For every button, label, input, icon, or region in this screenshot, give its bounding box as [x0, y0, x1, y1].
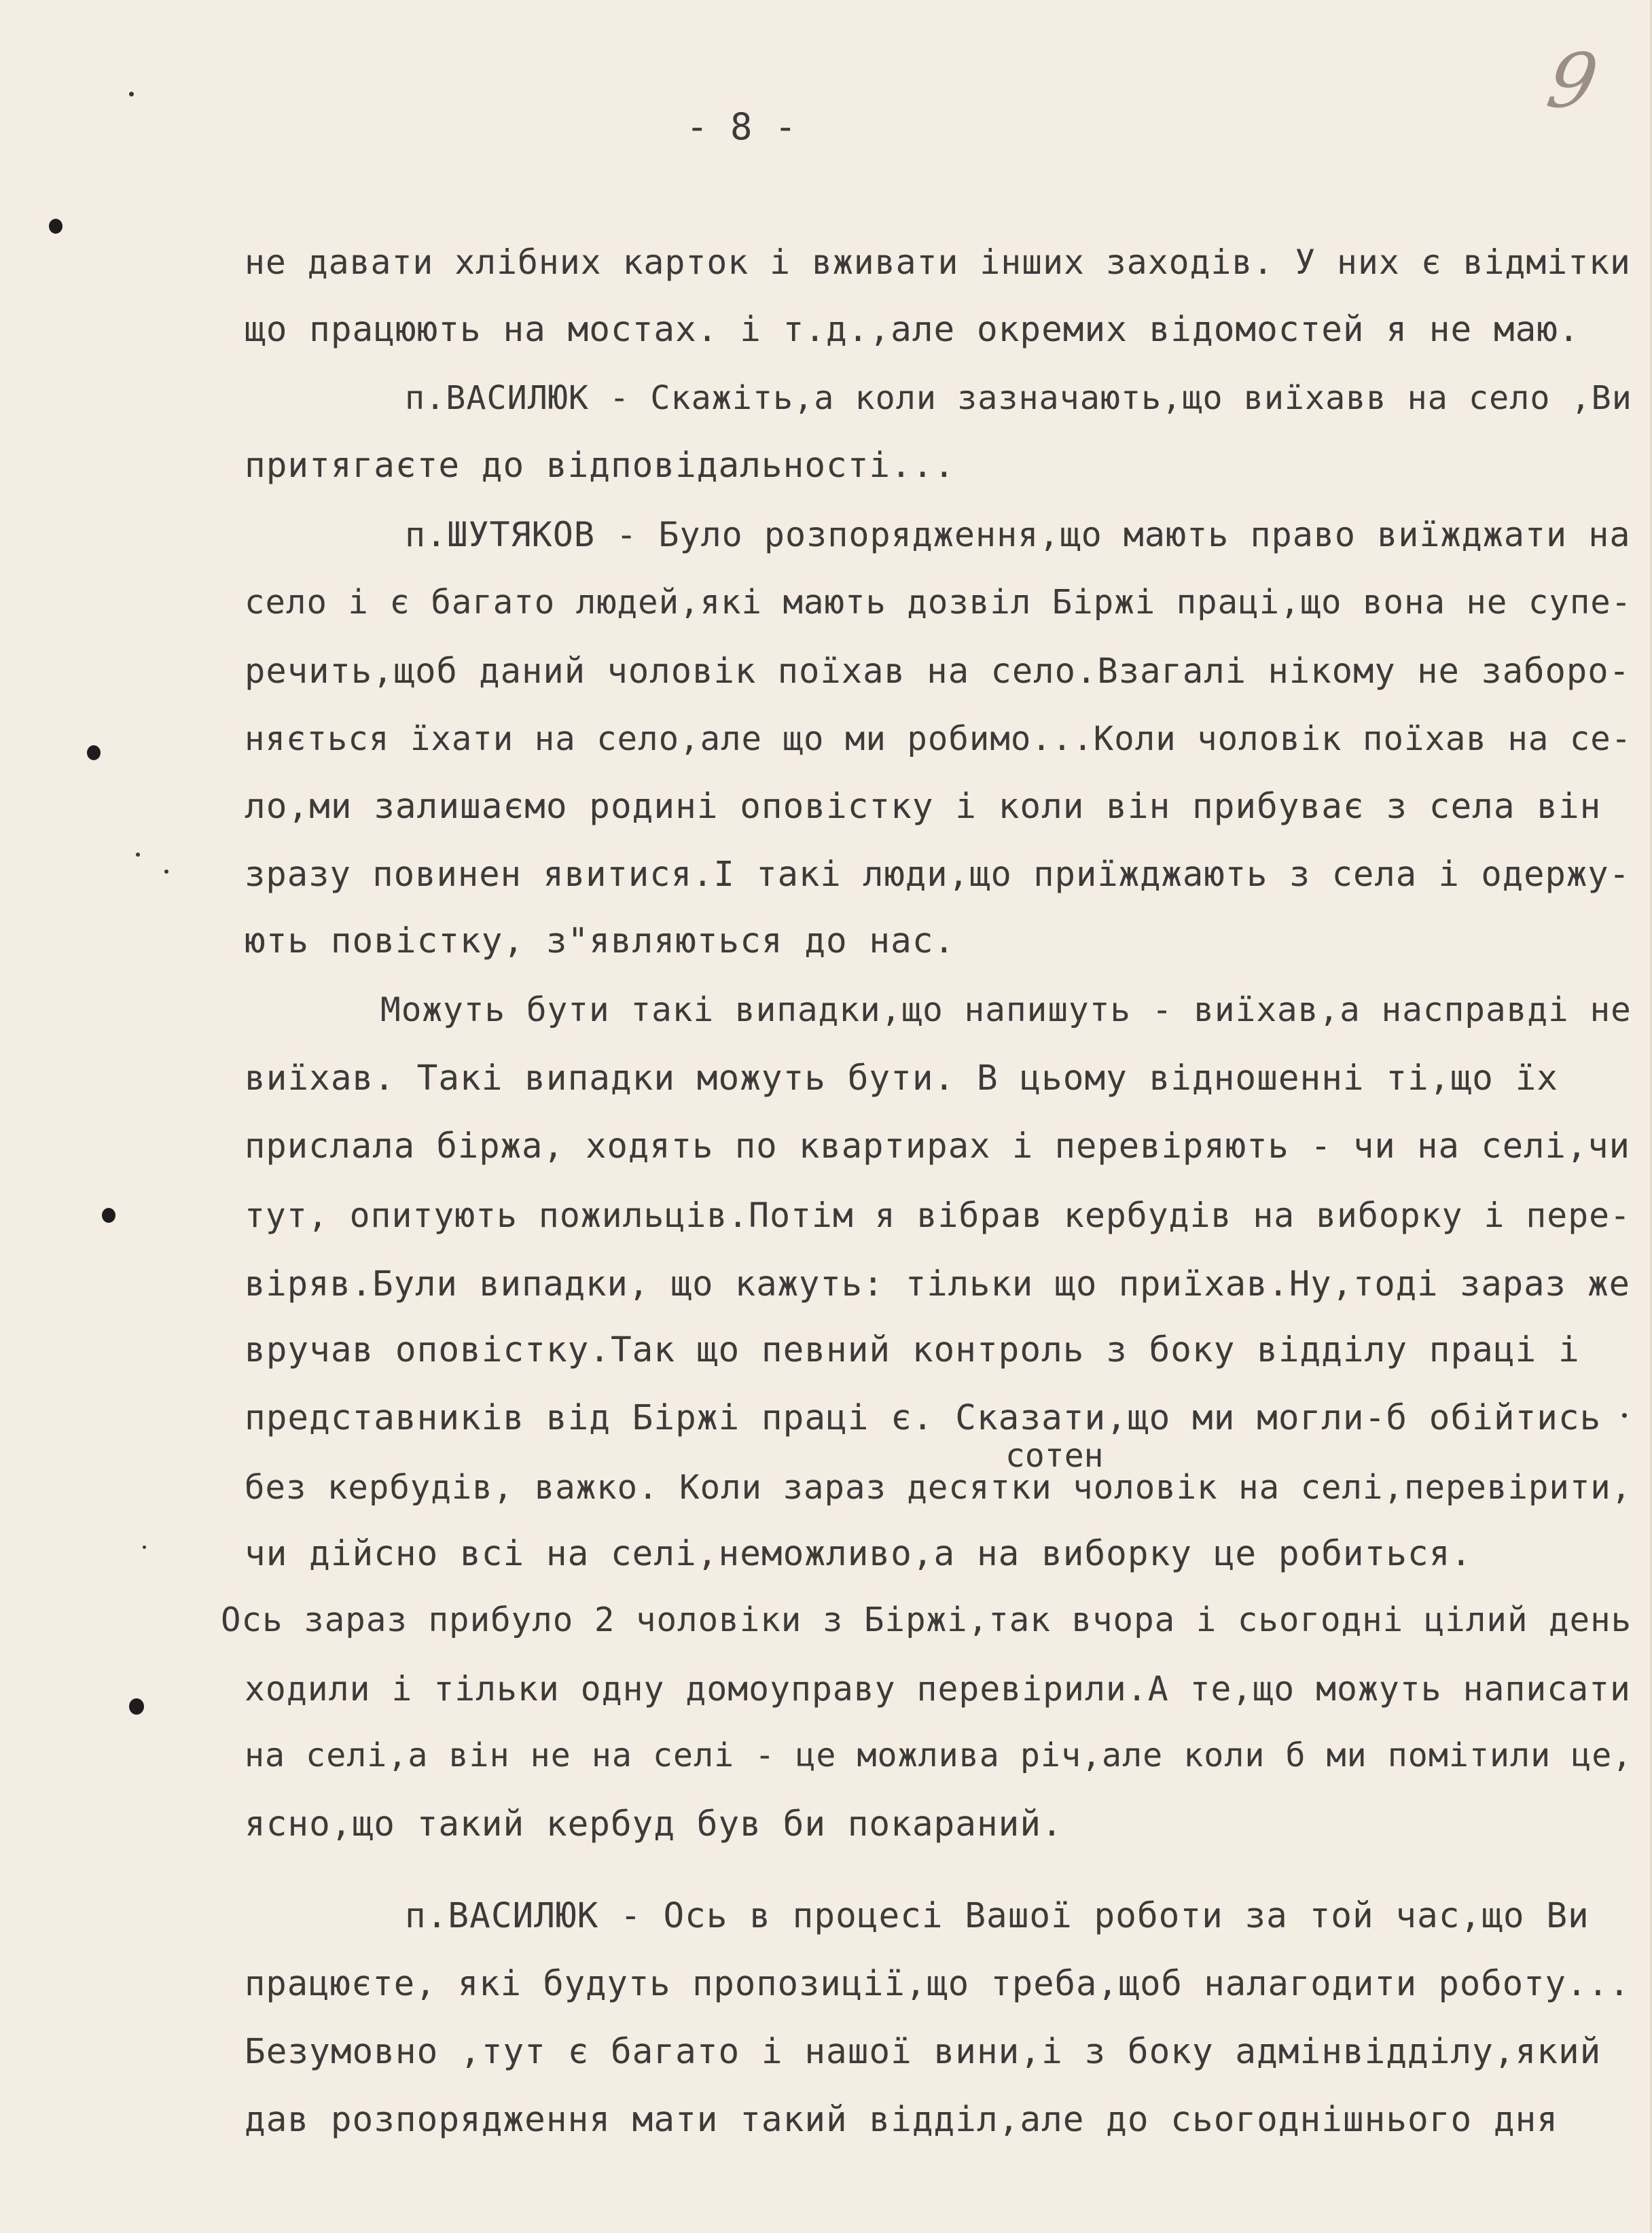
text-line: п.ВАСИЛЮК - Скажіть,а коли зазначають,що виїхавв на село ,Ви [405, 379, 1632, 417]
text-line: зразу повинен явитися.І такі люди,що приїжджають з села і одержу- [245, 854, 1631, 894]
text-line: прислала біржа, ходять по квартирах і перевіряють - чи на селі,чи [245, 1126, 1631, 1166]
text-line: віряв.Були випадки, що кажуть: тільки що приїхав.Ну,тоді зараз же [245, 1264, 1631, 1304]
page-number: - 8 - [686, 105, 797, 148]
text-line: няється їхати на село,але що ми робимо...Коли чоловік поїхав на се- [245, 719, 1632, 758]
text-line: без кербудів, важко. Коли зараз десятки чоловік на селі,перевірити, [245, 1468, 1632, 1507]
binding-hole-mark [102, 1208, 115, 1223]
paper-speck [1622, 1413, 1627, 1418]
typed-interlinear-insertion: сотен [1005, 1437, 1104, 1475]
text-line: працюєте, які будуть пропозиції,що треба,щоб налагодити роботу... [245, 1963, 1631, 2003]
text-line: чи дійсно всі на селі,неможливо,а на виборку це робиться. [245, 1534, 1473, 1574]
binding-hole-mark [49, 219, 62, 234]
text-line: ясно,що такий кербуд був би покараний. [245, 1804, 1063, 1844]
text-line: Можуть бути такі випадки,що напишуть - виїхав,а насправді не [380, 990, 1632, 1029]
text-line: вручав оповістку.Так що певний контроль з боку відділу праці і [245, 1330, 1580, 1370]
text-line: на селі,а він не на селі - це можлива річ,але коли б ми помітили це, [245, 1736, 1633, 1774]
text-line: п.ВАСИЛЮК - Ось в процесі Вашої роботи за той час,що Ви [405, 1896, 1590, 1936]
paper-speck [164, 870, 168, 874]
paper-speck [143, 1546, 146, 1549]
text-line: що працюють на мостах. і т.д.,але окремих відомостей я не маю. [245, 310, 1580, 350]
archive-folio-number: 9 [1541, 37, 1604, 124]
text-line: дав розпорядження мати такий відділ,але до сьогоднішнього дня [245, 2100, 1558, 2140]
binding-hole-mark [87, 745, 101, 760]
text-line: ють повістку, з"являються до нас. [245, 921, 956, 961]
text-line: представників від Біржі праці є. Сказати,що ми могли-б обійтись [245, 1398, 1602, 1438]
text-line: Безумовно ,тут є багато і нашої вини,і з боку адмінвідділу,який [245, 2032, 1602, 2072]
text-line: тут, опитують пожильців.Потім я вібрав кербудів на виборку і пере- [245, 1196, 1631, 1235]
text-line: п.ШУТЯКОВ - Було розпорядження,що мають право виїжджати на [405, 515, 1631, 554]
text-line: речить,щоб даний чоловік поїхав на село.Взагалі нікому не заборо- [245, 651, 1631, 691]
text-line: притягаєте до відповідальності... [245, 446, 956, 486]
text-line: село і є багато людей,які мають дозвіл Біржі праці,що вона не супе- [245, 583, 1632, 622]
text-line: не давати хлібних карток і вживати інших заходів. У них є відмітки [245, 243, 1631, 282]
text-line: ходили і тільки одну домоуправу перевірили.А те,що можуть написати [245, 1669, 1631, 1709]
binding-hole-mark [129, 1698, 144, 1715]
text-line: Ось зараз прибуло 2 чоловіки з Біржі,так вчора і сьогодні цілий день [221, 1600, 1632, 1639]
paper-speck [129, 92, 134, 96]
text-line: виїхав. Такі випадки можуть бути. В цьому відношенні ті,що їх [245, 1058, 1558, 1098]
text-line: ло,ми залишаємо родині оповістку і коли він прибуває з села він [245, 787, 1602, 827]
paper-speck [136, 853, 140, 857]
